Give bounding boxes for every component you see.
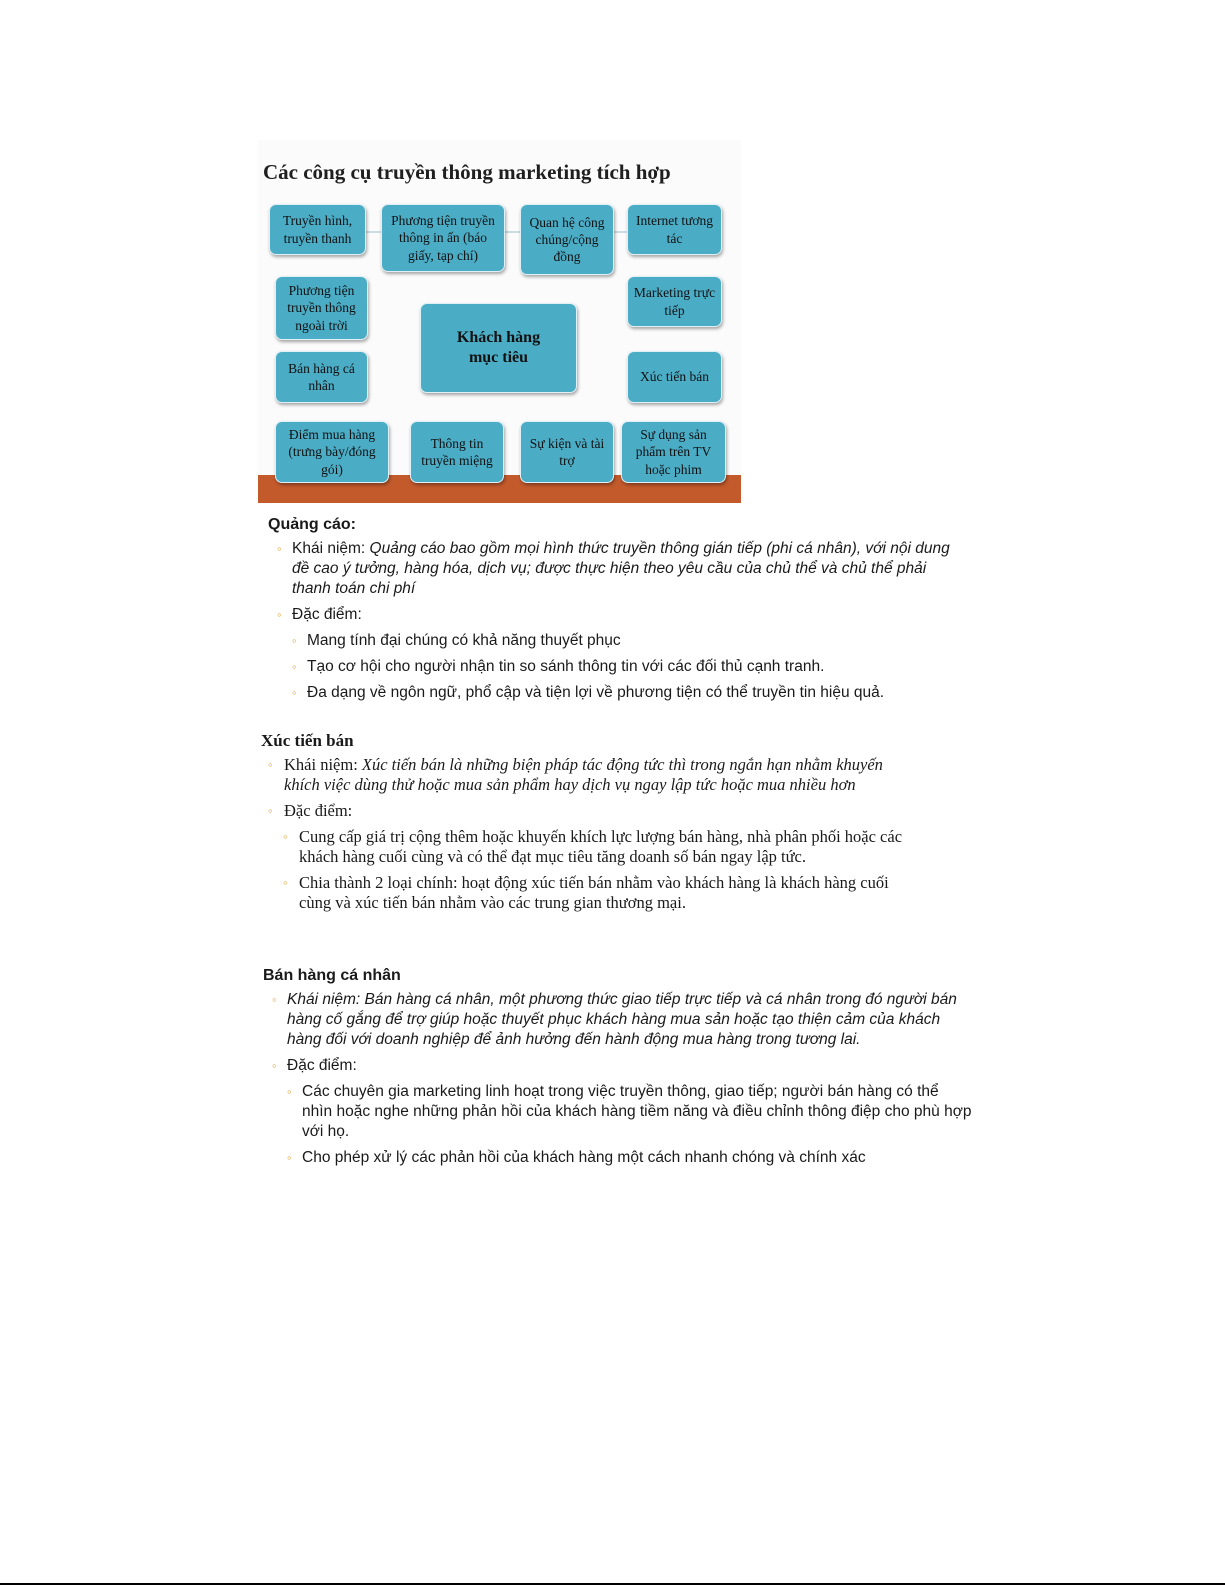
bullet-icon: ◦	[268, 757, 273, 772]
box-sales-promotion: Xúc tiến bán	[627, 351, 722, 403]
bullet-icon: ◦	[268, 803, 273, 818]
box-product-placement: Sự dụng sản phẩm trên TV hoặc phim	[621, 421, 726, 483]
advertising-concept	[268, 539, 968, 599]
advertising-heading: Quảng cáo:	[268, 516, 357, 533]
list-item: ◦ Các chuyên gia marketing linh hoạt trong việc truyền thông, giao tiếp; người bán hàng có thể nhìn hoặc nghe những phản hồi của khách hàng tiềm năng và điều chỉnh thông điệp cho phù hợp với họ.	[287, 1083, 972, 1140]
concept-label: Khái niệm:	[284, 755, 362, 774]
section-sales-promotion	[261, 731, 921, 919]
box-tv-radio: Truyền hình, truyền thanh	[269, 204, 366, 255]
bullet-icon: ◦	[292, 633, 297, 648]
concept-text: Khái niệm: Bán hàng cá nhân, một phương thức giao tiếp trực tiếp và cá nhân trong đó người bán hàng cố gắng để trợ giúp hoặc thuyết phục khách hàng mua sản hoặc tạo thiện cảm của khách hàng đối với doanh nghiệp để ảnh hưởng đến hành động mua hàng trong tương lai.	[287, 991, 957, 1048]
bullet-icon: ◦	[287, 1084, 292, 1099]
personal-selling-heading: Bán hàng cá nhân	[263, 967, 401, 984]
list-item: ◦ Chia thành 2 loại chính: hoạt động xúc tiến bán nhằm vào khách hàng là khách hàng cuối cùng và xúc tiến bán nhằm vào các trung gian thương mại.	[283, 873, 889, 912]
concept-text: Xúc tiến bán là những biện pháp tác động tức thì trong ngắn hạn nhằm khuyến khích việc dùng thử hoặc mua sản phẩm hay dịch vụ ngay lập tức hoặc mua nhiều hơn	[284, 755, 883, 794]
list-item: ◦ Tạo cơ hội cho người nhận tin so sánh thông tin với các đối thủ cạnh tranh.	[292, 658, 825, 675]
bullet-icon: ◦	[292, 685, 297, 700]
box-point-of-purchase: Điểm mua hàng (trưng bày/đóng gói)	[275, 421, 389, 483]
sales-promotion-concept	[261, 755, 921, 795]
bullet-icon: ◦	[272, 1058, 277, 1073]
imc-diagram	[258, 140, 741, 503]
section-advertising	[268, 515, 968, 709]
personal-selling-concept	[263, 990, 973, 1050]
bullet-icon: ◦	[283, 829, 288, 844]
box-target-customer: Khách hàng mục tiêu	[420, 303, 577, 393]
box-events-sponsorship: Sự kiện và tài trợ	[520, 421, 614, 483]
bullet-icon: ◦	[272, 992, 277, 1007]
box-word-of-mouth: Thông tin truyền miệng	[410, 421, 504, 483]
box-personal-selling: Bán hàng cá nhân	[275, 351, 368, 403]
list-item: ◦ Cho phép xử lý các phản hồi của khách hàng một cách nhanh chóng và chính xác	[287, 1149, 866, 1166]
list-item: ◦ Đa dạng về ngôn ngữ, phổ cập và tiện lợi về phương tiện có thể truyền tin hiệu quả.	[292, 684, 885, 701]
box-public-relations: Quan hệ công chúng/cộng đồng	[520, 204, 614, 275]
bullet-icon: ◦	[277, 541, 282, 556]
concept-text: Quảng cáo bao gồm mọi hình thức truyền thông gián tiếp (phi cá nhân), với nội dung đề cao ý tưởng, hàng hóa, dịch vụ; được thực hiện theo yêu cầu của chủ thể và chủ thể phải thanh toán chi phí	[292, 540, 950, 597]
sales-promotion-features-label: ◦ Đặc điểm:	[268, 801, 353, 820]
section-personal-selling	[263, 966, 973, 1174]
advertising-features-label: ◦ Đặc điểm:	[277, 606, 362, 623]
box-print-media: Phương tiện truyền thông in ấn (báo giấy, tạp chí)	[381, 204, 505, 272]
diagram-title: Các công cụ truyền thông marketing tích hợp	[263, 160, 671, 184]
concept-label: Khái niệm:	[292, 540, 370, 557]
box-outdoor-media: Phương tiện truyền thông ngoài trời	[275, 276, 368, 340]
sales-promotion-heading: Xúc tiến bán	[261, 731, 354, 750]
box-internet: Internet tương tác	[627, 204, 722, 255]
bullet-icon: ◦	[292, 659, 297, 674]
box-direct-marketing: Marketing trực tiếp	[627, 276, 722, 327]
bullet-icon: ◦	[277, 607, 282, 622]
bullet-icon: ◦	[283, 875, 288, 890]
bullet-icon: ◦	[287, 1150, 292, 1165]
list-item: ◦ Cung cấp giá trị cộng thêm hoặc khuyến khích lực lượng bán hàng, nhà phân phối hoặc các khách hàng cuối cùng và có thể đạt mục tiêu tăng doanh số bán ngay lập tức.	[283, 827, 903, 866]
personal-selling-features-label: ◦ Đặc điểm:	[272, 1057, 357, 1074]
list-item: ◦ Mang tính đại chúng có khả năng thuyết phục	[292, 632, 621, 649]
